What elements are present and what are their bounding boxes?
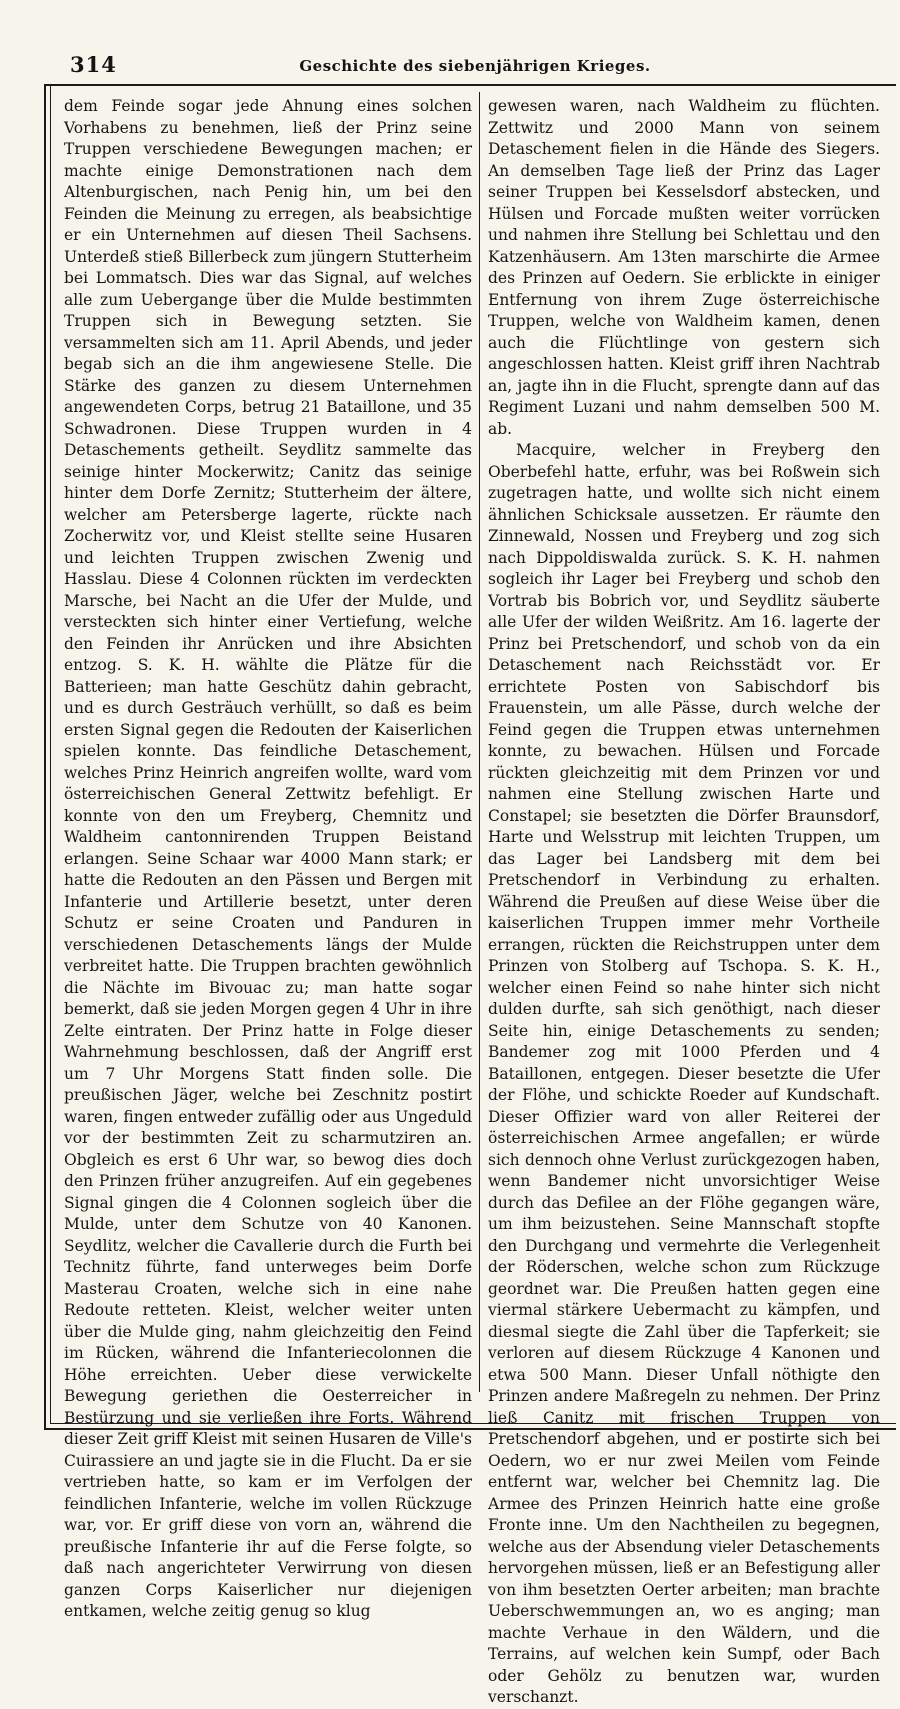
page-number: 314: [70, 52, 117, 77]
running-title: Geschichte des siebenjährigen Krieges.: [299, 57, 651, 75]
column-divider: [479, 92, 480, 1392]
page-header: [70, 48, 880, 82]
left-text-column: [64, 96, 472, 1620]
right-paragraph-2: Macquire, welcher in Freyberg den Oberbefehl hatte, erfuhr, was bei Roßwein sich zugetragen hatte, und wollte sich nicht einem ähnlichen Schicksale aussetzen. Er räumte den Zinnewald, Nossen und Freyberg und zog sich nach Dippoldiswalda zurück. S. K. H. nahmen sogleich ihr Lager bei Freyberg und schob den Vortrab bis Bobrich vor, und Seydlitz säuberte alle Ufer der wilden Weißritz. Am 16. lagerte der Prinz bei Pretschendorf, und schob von da ein Detaschement nach Reichsstädt vor. Er errichtete Posten von Sabischdorf bis Frauenstein, um alle Pässe, durch welche der Feind gegen die Truppen etwas unternehmen konnte, zu bewachen. Hülsen und Forcade rückten gleichzeitig mit dem Prinzen vor und nahmen eine Stellung zwischen Harte und Constapel; sie besetzten die Dörfer Braunsdorf, Harte und Welsstrup mit leichten Truppen, um das Lager bei Landsberg mit dem bei Pretschendorf in Verbindung zu erhalten. Während die Preußen auf diese Weise über die kaiserlichen Truppen immer mehr Vortheile errangen, rückten die Reichstruppen unter dem Prinzen von Stolberg auf Tschopa. S. K. H., welcher einen Feind so nahe hinter sich nicht dulden durfte, sah sich genöthigt, nach dieser Seite hin, einige Detaschements zu senden; Bandemer zog mit 1000 Pferden und 4 Bataillonen, entgegen. Dieser besetzte die Ufer der Flöhe, und schickte Roeder auf Kundschaft. Dieser Offizier ward von aller Reiterei der österreichischen Armee angefallen; er würde sich dennoch ohne Verlust zurückgezogen haben, wenn Bandemer nicht unvorsichtiger Weise durch das Defilee an der Flöhe gegangen wäre, um ihm beizustehen. Seine Mannschaft stopfte den Durchgang und vermehrte die Verlegenheit der Röderschen, welche schon zum Rückzuge geordnet war. Die Preußen hatten gegen eine viermal stärkere Uebermacht zu kämpfen, und diesmal siegte die Zahl über die Tapferkeit; sie verloren auf diesem Rückzuge 4 Kanonen und etwa 500 Mann. Dieser Unfall nöthigte den Prinzen andere Maßregeln zu nehmen. Der Prinz ließ Canitz mit frischen Truppen von Pretschendorf abgehen, und er postirte sich bei Oedern, wo er nur zwei Meilen vom Feinde entfernt war, welcher bei Chemnitz lag. Die Armee des Prinzen Heinrich hatte eine große Fronte inne. Um den Nachtheilen zu begegnen, welche aus der Absendung vieler Detaschements hervorgehen müssen, ließ er an Befestigung aller von ihm besetzten Oerter arbeiten; man brachte Ueberschwemmungen an, wo es anging; man machte Verhaue in den Wäldern, und die Terrains, auf welchen kein Sumpf, oder Bach oder Gehölz zu benutzen war, wurden verschanzt.: [488, 441, 880, 1706]
left-paragraph-1: dem Feinde sogar jede Ahnung eines solchen Vorhabens zu benehmen, ließ der Prinz seine Truppen verschiedene Bewegungen machen; er machte einige Demonstrationen nach dem Altenburgischen, nach Penig hin, um bei den Feinden die Meinung zu erregen, als beabsichtige er ein Unternehmen auf diesen Theil Sachsens. Unterdeß stieß Billerbeck zum jüngern Stutterheim bei Lommatsch. Dies war das Signal, auf welches alle zum Uebergange über die Mulde bestimmten Truppen sich in Bewegung setzten. Sie versammelten sich am 11. April Abends, und jeder begab sich an die ihm angewiesene Stelle. Die Stärke des ganzen zu diesem Unternehmen angewendeten Corps, betrug 21 Bataillone, und 35 Schwadronen. Diese Truppen wurden in 4 Detaschements getheilt. Seydlitz sammelte das seinige hinter Mockerwitz; Canitz das seinige hinter dem Dorfe Zernitz; Stutterheim der ältere, welcher am Petersberge lagerte, rückte nach Zocherwitz vor, und Kleist stellte seine Husaren und leichten Truppen zwischen Zwenig und Hasslau. Diese 4 Colonnen rückten im verdeckten Marsche, bei Nacht an die Ufer der Mulde, und versteckten sich hinter einer Vertiefung, welche den Feinden ihr Anrücken und ihre Absichten entzog. S. K. H. wählte die Plätze für die Batterieen; man hatte Geschütz dahin gebracht, und es durch Gesträuch verhüllt, so daß es beim ersten Signal gegen die Redouten der Kaiserlichen spielen konnte. Das feindliche Detaschement, welches Prinz Heinrich angreifen wollte, ward vom österreichischen General Zettwitz befehligt. Er konnte von den um Freyberg, Chemnitz und Waldheim cantonnirenden Truppen Beistand erlangen. Seine Schaar war 4000 Mann stark; er hatte die Redouten an den Pässen und Bergen mit Infanterie und Artillerie besetzt, unter deren Schutz er seine Croaten und Panduren in verschiedenen Detaschements längs der Mulde verbreitet hatte. Die Truppen brachten gewöhnlich die Nächte im Bivouac zu; man hatte sogar bemerkt, daß sie jeden Morgen gegen 4 Uhr in ihre Zelte eintraten. Der Prinz hatte in Folge dieser Wahrnehmung beschlossen, daß der Angriff erst um 7 Uhr Morgens Statt finden solle. Die preußischen Jäger, welche bei Zeschnitz postirt waren, fingen entweder zufällig oder aus Ungeduld vor der bestimmten Zeit zu scharmutziren an. Obgleich es erst 6 Uhr war, so bewog dies doch den Prinzen früher anzugreifen. Auf ein gegebenes Signal gingen die 4 Colonnen sogleich über die Mulde, unter dem Schutze von 40 Kanonen. Seydlitz, welcher die Cavallerie durch die Furth bei Technitz führte, fand unterweges beim Dorfe Masterau Croaten, welche sich in eine nahe Redoute retteten. Kleist, welcher weiter unten über die Mulde ging, nahm gleichzeitig den Feind im Rücken, während die Infanteriecolonnen die Höhe erreichten. Ueber diese verwickelte Bewegung geriethen die Oesterreicher in Bestürzung und sie verließen ihre Forts. Während dieser Zeit griff Kleist mit seinen Husaren de Ville's Cuirassiere an und jagte sie in die Flucht. Da er sie vertrieben hatte, so kam er im Verfolgen der feindlichen Infanterie, welche im vollen Rückzuge war, vor. Er griff diese von vorn an, während die preußische Infanterie ihr auf die Ferse folgte, so daß nach angerichteter Verwirrung von diesen ganzen Corps Kaiserlicher nur diejenigen entkamen, welche zeitig genug so klug: [64, 97, 472, 1620]
right-paragraph-1: gewesen waren, nach Waldheim zu flüchten. Zettwitz und 2000 Mann von seinem Detaschement fielen in die Hände des Siegers. An demselben Tage ließ der Prinz das Lager seiner Truppen bei Kesselsdorf abstecken, und Hülsen und Forcade mußten weiter vorrücken und nahmen ihre Stellung bei Schlettau und den Katzenhäusern. Am 13ten marschirte die Armee des Prinzen auf Oedern. Sie erblickte in einiger Entfernung von ihrem Zuge österreichische Truppen, welche von Waldheim kamen, denen auch die Flüchtlinge von gestern sich angeschlossen hatten. Kleist griff ihren Nachtrab an, jagte ihn in die Flucht, sprengte dann auf das Regiment Luzani und nahm demselben 500 M. ab.: [488, 97, 880, 438]
right-text-column: [488, 96, 880, 1706]
